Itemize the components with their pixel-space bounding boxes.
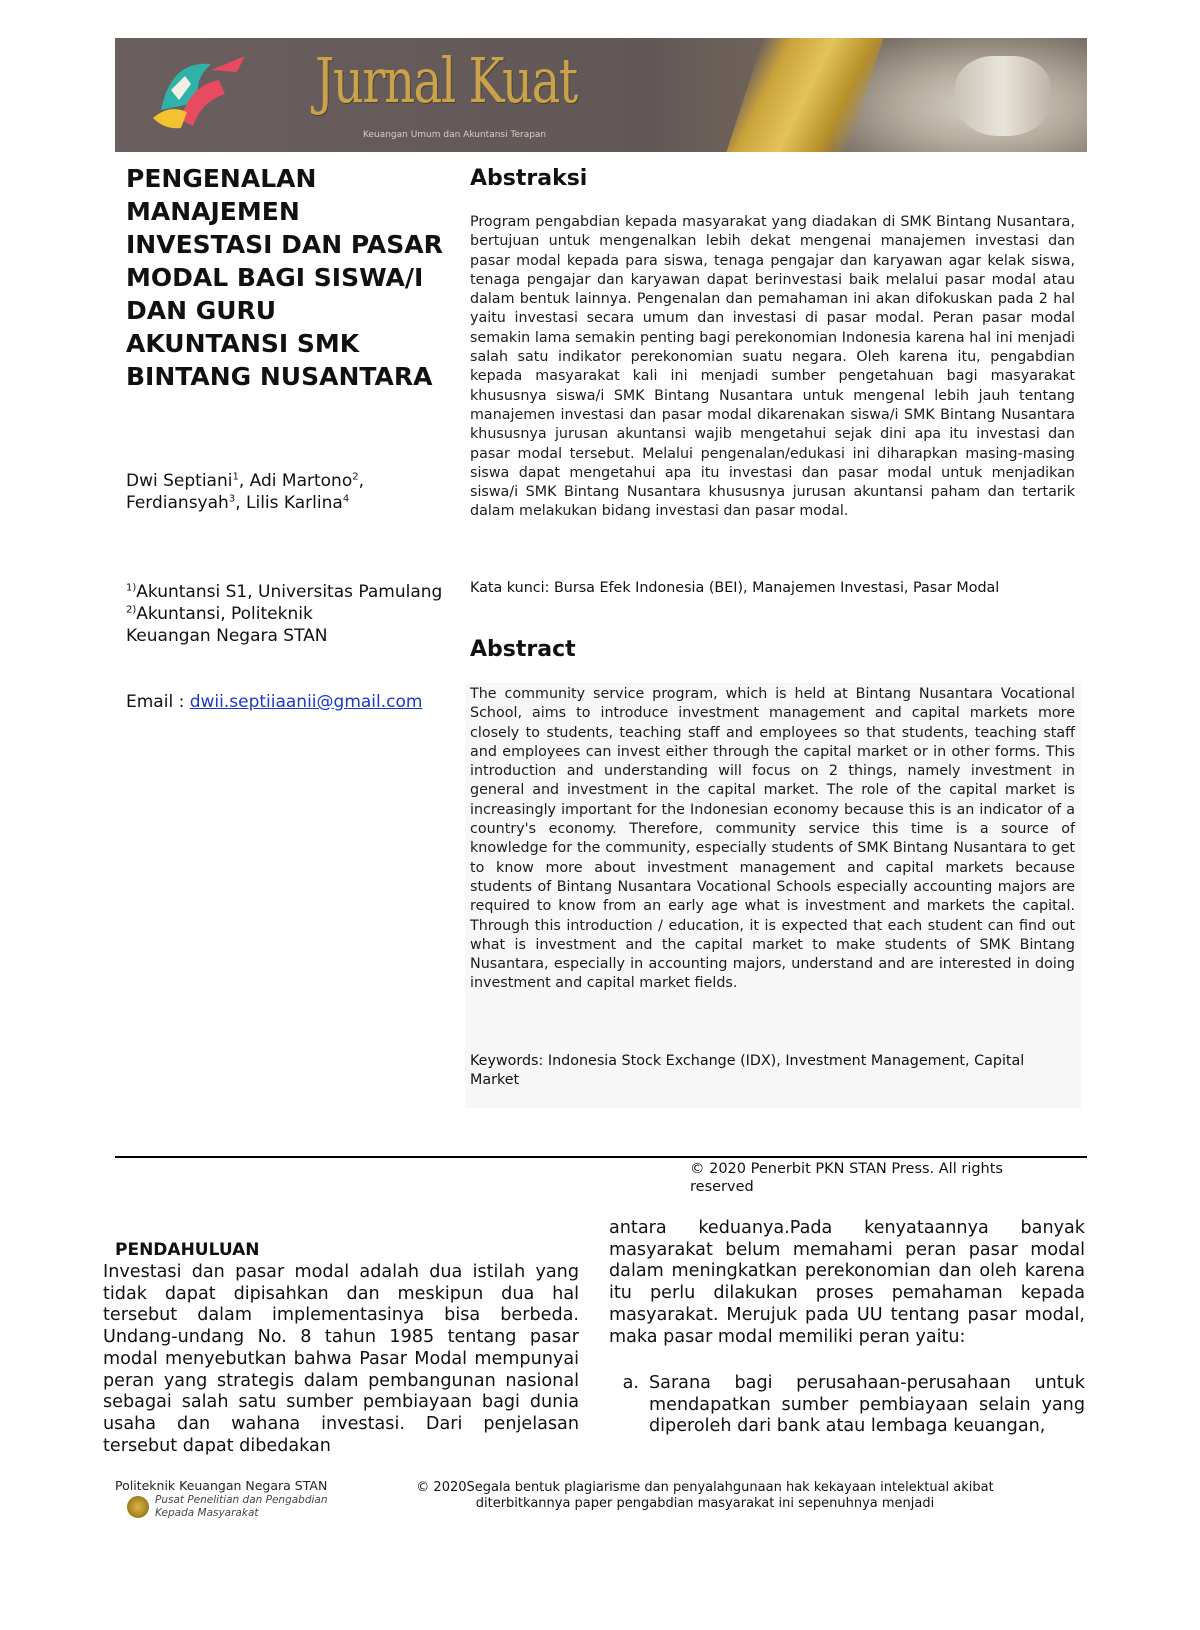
- intro-paragraph-1: Investasi dan pasar modal adalah dua istilah yang tidak dapat dipisahkan dan meskipun dua hal tersebut dalam implementasinya bisa berbeda. Undang-undang No. 8 tahun 1985 tentang pasar modal menyebutkan bahwa Pasar Modal mempunyai peran yang strategis dalam pembangunan nasional sebagai salah satu sumber pembiayaan bagi dunia usaha dan wahana investasi. Dari penjelasan tersebut dapat dibedakan: [103, 1262, 579, 1456]
- journal-name: Jurnal Kuat: [315, 44, 577, 117]
- abstract-heading: Abstract: [470, 637, 576, 662]
- footer-logo: [115, 1478, 345, 1538]
- clay-pot-shape: [955, 56, 1051, 136]
- affiliation-sup: 1): [126, 582, 137, 594]
- affiliation-2: [126, 603, 366, 647]
- affiliation-1: [126, 581, 442, 603]
- kata-kunci: Kata kunci: Bursa Efek Indonesia (BEI), Manajemen Investasi, Pasar Modal: [470, 580, 1000, 596]
- journal-banner: [115, 38, 1087, 152]
- journal-subtitle: Keuangan Umum dan Akuntansi Terapan: [363, 130, 547, 140]
- abstract-body: The community service program, which is held at Bintang Nusantara Vocational School, aims to introduce investment management and capital markets more closely to students, teaching staff and employees so that students, teaching staff and employees can invest either through the capital market or in other forms. This introduction and understanding will focus on 2 things, namely investment in general and investment in the capital market. The role of the capital market is increasingly important for the Indonesian economy because this is an indicator of a country's economy. Therefore, community service this time is a source of knowledge for the community, especially students of SMK Bintang Nusantara to get to know more about investment management and capital markets because students of Bintang Nusantara Vocational Schools especially accounting majors are required to know from an early age what is investment and markets the capital. Through this introduction / education, it is expected that each student can find out what is investment and the capital market to make students of SMK Bintang Nusantara, especially in accounting majors, understand and are interested in doing investment and capital market fields.: [470, 686, 1075, 992]
- affiliation-sup: 2): [126, 604, 137, 616]
- footer-org-name: Politeknik Keuangan Negara STAN: [115, 1478, 328, 1493]
- author-name: , Lilis Karlina: [235, 493, 343, 513]
- email-link[interactable]: dwii.septiiaanii@gmail.com: [189, 692, 423, 712]
- author-sup: 2: [352, 471, 359, 483]
- footer-unit: [155, 1494, 328, 1520]
- author-name: , Adi Martono: [238, 471, 353, 491]
- abstract-keywords: Keywords: Indonesia Stock Exchange (IDX), Investment Management, Capital Market: [470, 1053, 1025, 1088]
- footer-notice: © 2020Segala bentuk plagiarisme dan penyalahgunaan hak kekayaan intelektual akibat diterbitkannya paper pengabdian masyarakat ini sepenuhnya menjadi: [416, 1480, 994, 1511]
- journal-logo-icon: [141, 50, 251, 140]
- list-item: [609, 1373, 1085, 1438]
- email-line: [126, 691, 422, 713]
- author-sup: 1: [232, 471, 239, 483]
- email-label: Email :: [126, 692, 190, 712]
- emblem-icon: [127, 1496, 149, 1518]
- affiliation-text: Akuntansi, Politeknik Keuangan Negara STAN: [126, 604, 328, 646]
- paper-title: PENGENALAN MANAJEMEN INVESTASI DAN PASAR MODAL BAGI SISWA/I DAN GURU AKUNTANSI SMK BINTANG NUSANTARA: [126, 164, 443, 391]
- list-item-text: Sarana bagi perusahaan-perusahaan untuk mendapatkan sumber pembiayaan selain yang diperoleh dari bank atau lembaga keuangan,: [649, 1373, 1085, 1437]
- horizontal-rule: [115, 1156, 1087, 1158]
- abstraksi-heading: Abstraksi: [470, 166, 588, 191]
- author-sup: 3: [228, 493, 236, 505]
- abstraksi-body: Program pengabdian kepada masyarakat yang diadakan di SMK Bintang Nusantara, bertujuan untuk mengenalkan lebih dekat mengenai manajemen investasi dan pasar modal kepada para siswa, tenaga pengajar dan karyawan agar kelak siswa, tenaga pengajar dan karyawan dapat berinvestasi baik melalui pasar modal atau dalam bentuk lainnya. Pengenalan dan pemahaman ini akan difokuskan pada 2 hal yaitu investasi secara umum dan investasi di pasar modal. Peran pasar modal semakin lama semakin penting bagi perekonomian Indonesia karena hal ini menjadi salah satu indikator perekonomian suatu negara. Oleh karena itu, pengabdian kepada masyarakat kali ini menjadi sumber pengetahuan bagi masyarakat khususnya siswa/i SMK Bintang Nusantara untuk mengenal lebih jauh tentang manajemen investasi dan pasar modal dikarenakan siswa/i SMK Bintang Nusantara khususnya jurusan akuntansi wajib mengetahui sejak dini apa itu investasi dan pasar modal tersebut. Melalui pengenalan/edukasi ini diharapkan masing-masing siswa dapat mengetahui apa itu investasi dan pasar modal untuk menjadikan siswa/i SMK Bintang Nusantara khususnya jurusan akuntansi paham dan tertarik dalam melakukan bidang investasi dan pasar modal.: [470, 214, 1075, 520]
- copyright-notice: © 2020 Penerbit PKN STAN Press. All rights reserved: [690, 1161, 1003, 1195]
- author-name: , Ferdiansyah: [126, 471, 364, 513]
- author-name: Dwi Septiani: [126, 471, 233, 491]
- author-sup: 4: [342, 493, 350, 505]
- author-list: [126, 470, 366, 514]
- list-marker: a.: [622, 1373, 639, 1393]
- roles-list: [609, 1373, 1085, 1438]
- intro-paragraph-2: antara keduanya.Pada kenyataannya banyak masyarakat belum memahami peran pasar modal dalam meningkatkan perekonomian dan oleh karena itu perlu dilakukan proses pemahaman kepada masyarakat. Merujuk pada UU tentang pasar modal, maka pasar modal memiliki peran yaitu:: [609, 1218, 1085, 1347]
- section-heading: PENDAHULUAN: [115, 1240, 260, 1260]
- footer-unit-line: Kepada Masyarakat: [155, 1507, 259, 1519]
- footer-unit-line: Pusat Penelitian dan Pengabdian: [155, 1494, 328, 1506]
- affiliation-text: Akuntansi S1, Universitas Pamulang: [136, 582, 443, 602]
